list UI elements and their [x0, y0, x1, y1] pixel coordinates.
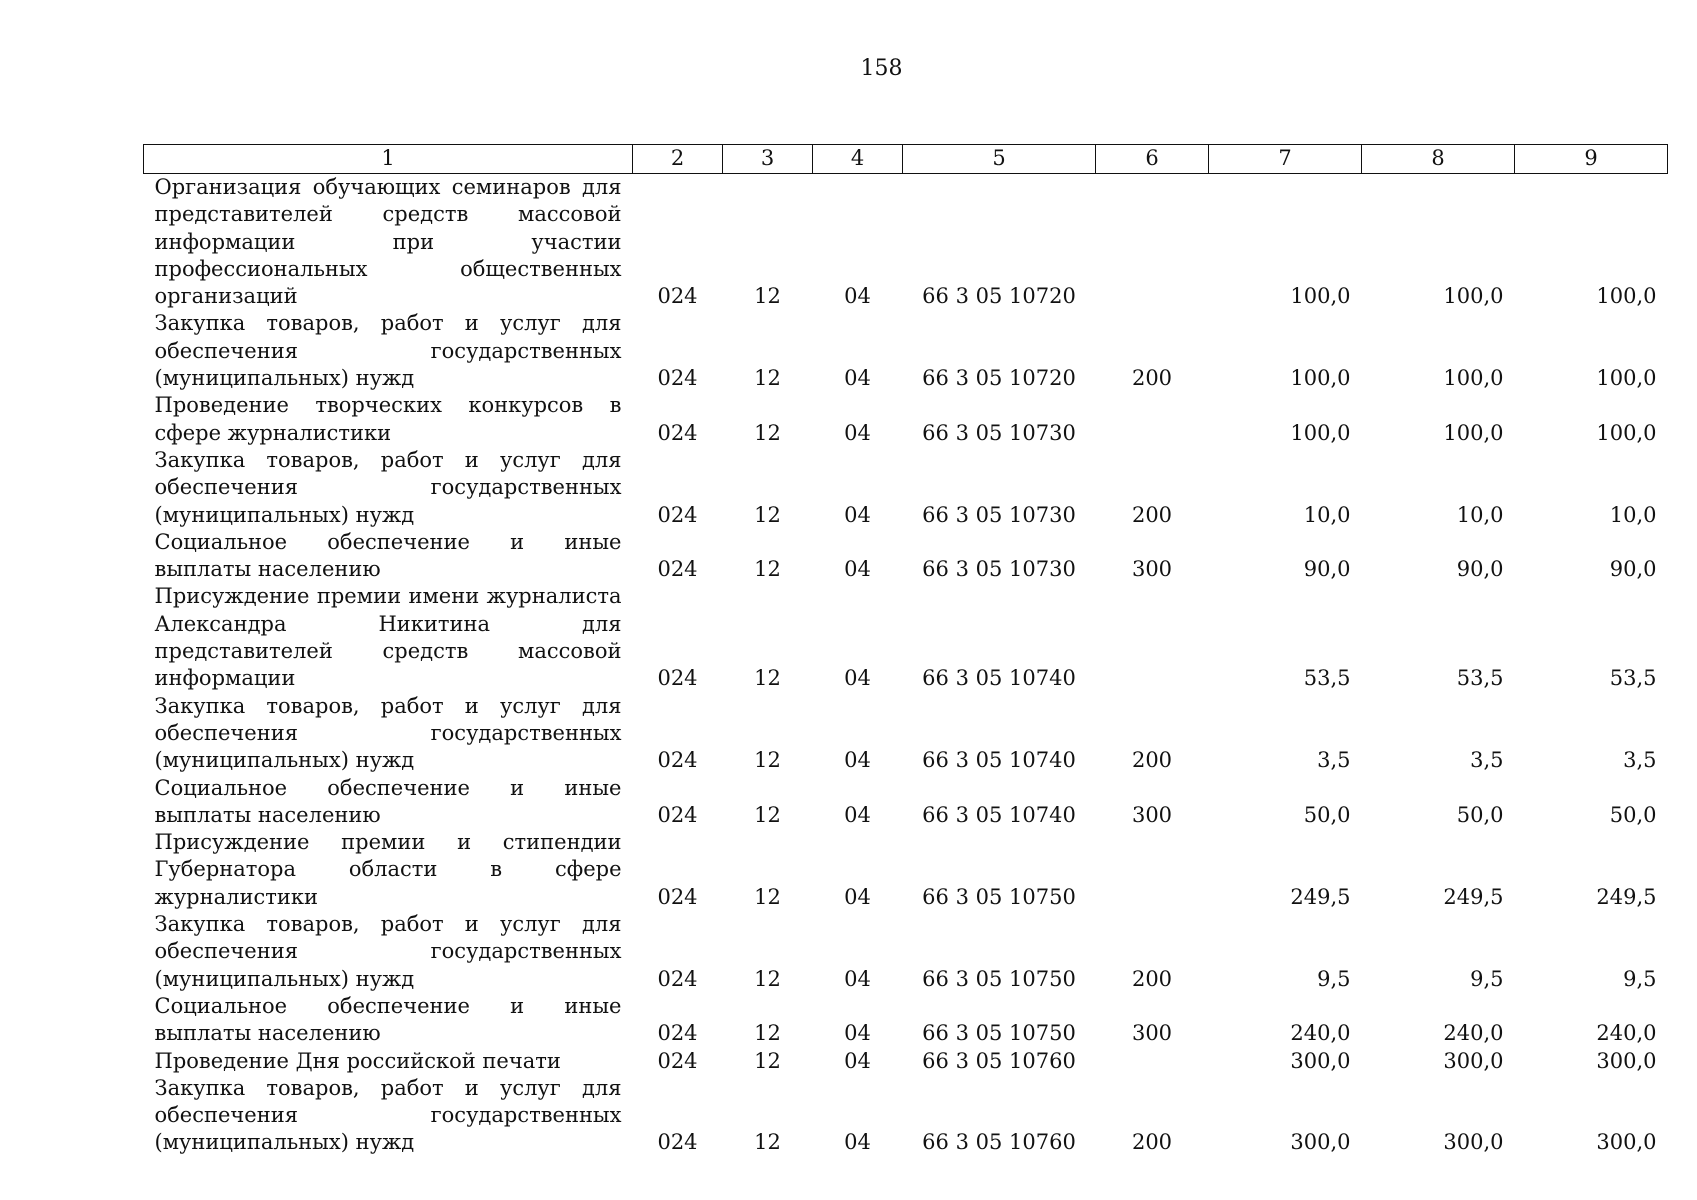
subsection-code: 04: [844, 748, 871, 773]
amount-col-7: 100,0: [1290, 284, 1351, 309]
table-row: [144, 775, 1668, 830]
subsection-code: 04: [844, 366, 871, 391]
expense-type-code: [1096, 583, 1209, 692]
amount-col-7: 10,0: [1303, 502, 1351, 527]
section-code: 12: [754, 420, 781, 445]
item-name: Присуждение премии и стипендии Губернатора области в сфере журналистики: [154, 830, 622, 909]
column-header-7: 7: [1209, 145, 1362, 174]
table-row: [144, 174, 1668, 311]
target-article-code: 66 3 05 10740: [922, 666, 1076, 691]
ministry-code: 024: [657, 1021, 698, 1046]
amount-col-8: 90,0: [1456, 557, 1504, 582]
amount-col-9: 50,0: [1609, 802, 1657, 827]
column-header-3: 3: [723, 145, 813, 174]
subsection-code: 04: [844, 1048, 871, 1073]
page-number: 158: [860, 56, 903, 81]
table-header: [144, 145, 1668, 174]
ministry-code: 024: [657, 366, 698, 391]
column-header-9: 9: [1515, 145, 1668, 174]
table-row: [144, 447, 1668, 529]
table-row: [144, 1048, 1668, 1075]
amount-col-9: 100,0: [1596, 284, 1657, 309]
section-code: 12: [754, 748, 781, 773]
amount-col-8: 3,5: [1470, 748, 1504, 773]
section-code: 12: [754, 284, 781, 309]
item-name: Проведение творческих конкурсов в сфере журналистики: [154, 393, 622, 445]
expense-type-code: 300: [1131, 557, 1173, 582]
column-header-2: 2: [633, 145, 723, 174]
expense-type-code: 300: [1131, 802, 1173, 827]
target-article-code: 66 3 05 10750: [922, 1021, 1076, 1046]
amount-col-9: 100,0: [1596, 420, 1657, 445]
section-code: 12: [754, 557, 781, 582]
target-article-code: 66 3 05 10760: [922, 1048, 1076, 1073]
table-row: [144, 1075, 1668, 1157]
amount-col-9: 53,5: [1609, 666, 1657, 691]
column-header-8: 8: [1362, 145, 1515, 174]
amount-col-7: 9,5: [1317, 966, 1351, 991]
section-code: 12: [754, 666, 781, 691]
amount-col-7: 90,0: [1303, 557, 1351, 582]
subsection-code: 04: [844, 966, 871, 991]
subsection-code: 04: [844, 884, 871, 909]
amount-col-8: 100,0: [1443, 366, 1504, 391]
amount-col-8: 249,5: [1443, 884, 1504, 909]
subsection-code: 04: [844, 666, 871, 691]
table-row: [144, 529, 1668, 584]
target-article-code: 66 3 05 10720: [922, 284, 1076, 309]
target-article-code: 66 3 05 10750: [922, 966, 1076, 991]
amount-col-9: 300,0: [1596, 1048, 1657, 1073]
amount-col-7: 249,5: [1290, 884, 1351, 909]
column-header-1: 1: [144, 145, 633, 174]
item-name: Присуждение премии имени журналиста Александра Никитина для представителей средств массовой информации: [154, 584, 622, 691]
amount-col-7: 300,0: [1290, 1048, 1351, 1073]
expense-type-code: 200: [1131, 1130, 1173, 1155]
expense-type-code: [1096, 174, 1209, 311]
section-code: 12: [754, 966, 781, 991]
expense-type-code: [1096, 392, 1209, 447]
table-row: [144, 310, 1668, 392]
item-name: Социальное обеспечение и иные выплаты населению: [154, 775, 622, 827]
subsection-code: 04: [844, 420, 871, 445]
subsection-code: 04: [844, 802, 871, 827]
subsection-code: 04: [844, 284, 871, 309]
amount-col-8: 100,0: [1443, 420, 1504, 445]
target-article-code: 66 3 05 10740: [922, 802, 1076, 827]
amount-col-8: 100,0: [1443, 284, 1504, 309]
ministry-code: 024: [657, 1130, 698, 1155]
table-row: [144, 583, 1668, 692]
expense-type-code: 300: [1131, 1021, 1173, 1046]
table-row: [144, 911, 1668, 993]
amount-col-8: 50,0: [1456, 802, 1504, 827]
amount-col-7: 3,5: [1317, 748, 1351, 773]
section-code: 12: [754, 884, 781, 909]
target-article-code: 66 3 05 10760: [922, 1130, 1076, 1155]
item-name: Закупка товаров, работ и услуг для обеспечения государственных (муниципальных) нужд: [154, 912, 622, 991]
amount-col-9: 249,5: [1596, 884, 1657, 909]
target-article-code: 66 3 05 10750: [922, 884, 1076, 909]
target-article-code: 66 3 05 10730: [922, 420, 1076, 445]
amount-col-7: 50,0: [1303, 802, 1351, 827]
column-header-5: 5: [903, 145, 1096, 174]
subsection-code: 04: [844, 1021, 871, 1046]
amount-col-8: 9,5: [1470, 966, 1504, 991]
column-header-4: 4: [813, 145, 903, 174]
amount-col-9: 300,0: [1596, 1130, 1657, 1155]
item-name: Закупка товаров, работ и услуг для обеспечения государственных (муниципальных) нужд: [154, 447, 622, 527]
item-name: Закупка товаров, работ и услуг для обеспечения государственных (муниципальных) нужд: [154, 311, 622, 391]
amount-col-8: 300,0: [1443, 1048, 1504, 1073]
amount-col-7: 100,0: [1290, 366, 1351, 391]
ministry-code: 024: [657, 966, 698, 991]
item-name: Закупка товаров, работ и услуг для обеспечения государственных (муниципальных) нужд: [154, 693, 622, 773]
amount-col-7: 53,5: [1303, 666, 1351, 691]
amount-col-8: 53,5: [1456, 666, 1504, 691]
amount-col-7: 100,0: [1290, 420, 1351, 445]
ministry-code: 024: [657, 557, 698, 582]
expense-type-code: 200: [1131, 502, 1173, 527]
ministry-code: 024: [657, 284, 698, 309]
table-body: [144, 174, 1668, 1157]
item-name: Закупка товаров, работ и услуг для обеспечения государственных (муниципальных) нужд: [154, 1075, 622, 1155]
item-name: Социальное обеспечение и иные выплаты населению: [154, 993, 622, 1046]
subsection-code: 04: [844, 1130, 871, 1155]
subsection-code: 04: [844, 557, 871, 582]
expense-type-code: 200: [1131, 966, 1173, 991]
expense-type-code: [1096, 1048, 1209, 1075]
column-header-6: 6: [1096, 145, 1209, 174]
budget-table: [143, 144, 1668, 1157]
amount-col-9: 90,0: [1609, 557, 1657, 582]
target-article-code: 66 3 05 10740: [922, 748, 1076, 773]
target-article-code: 66 3 05 10730: [922, 502, 1076, 527]
ministry-code: 024: [657, 884, 698, 909]
subsection-code: 04: [844, 502, 871, 527]
item-name: Проведение Дня российской печати: [154, 1048, 561, 1073]
amount-col-9: 240,0: [1596, 1021, 1657, 1046]
expense-type-code: 200: [1131, 366, 1173, 391]
section-code: 12: [754, 1048, 781, 1073]
amount-col-9: 9,5: [1623, 966, 1657, 991]
ministry-code: 024: [657, 802, 698, 827]
amount-col-9: 3,5: [1623, 748, 1657, 773]
ministry-code: 024: [657, 748, 698, 773]
table-row: [144, 829, 1668, 911]
section-code: 12: [754, 1130, 781, 1155]
ministry-code: 024: [657, 666, 698, 691]
ministry-code: 024: [657, 502, 698, 527]
amount-col-9: 10,0: [1609, 502, 1657, 527]
expense-type-code: 200: [1131, 748, 1173, 773]
amount-col-8: 240,0: [1443, 1021, 1504, 1046]
table-row: [144, 993, 1668, 1048]
ministry-code: 024: [657, 1048, 698, 1073]
header-row: [144, 145, 1668, 174]
amount-col-7: 300,0: [1290, 1130, 1351, 1155]
item-name: Организация обучающих семинаров для представителей средств массовой информации при участии профессиональных общественных организаций: [154, 175, 622, 309]
amount-col-7: 240,0: [1290, 1021, 1351, 1046]
amount-col-9: 100,0: [1596, 366, 1657, 391]
target-article-code: 66 3 05 10730: [922, 557, 1076, 582]
expense-type-code: [1096, 829, 1209, 911]
section-code: 12: [754, 1021, 781, 1046]
target-article-code: 66 3 05 10720: [922, 366, 1076, 391]
item-name: Социальное обеспечение и иные выплаты населению: [154, 529, 622, 582]
table-row: [144, 693, 1668, 775]
table-row: [144, 392, 1668, 447]
section-code: 12: [754, 502, 781, 527]
amount-col-8: 300,0: [1443, 1130, 1504, 1155]
amount-col-8: 10,0: [1456, 502, 1504, 527]
section-code: 12: [754, 366, 781, 391]
ministry-code: 024: [657, 420, 698, 445]
section-code: 12: [754, 802, 781, 827]
